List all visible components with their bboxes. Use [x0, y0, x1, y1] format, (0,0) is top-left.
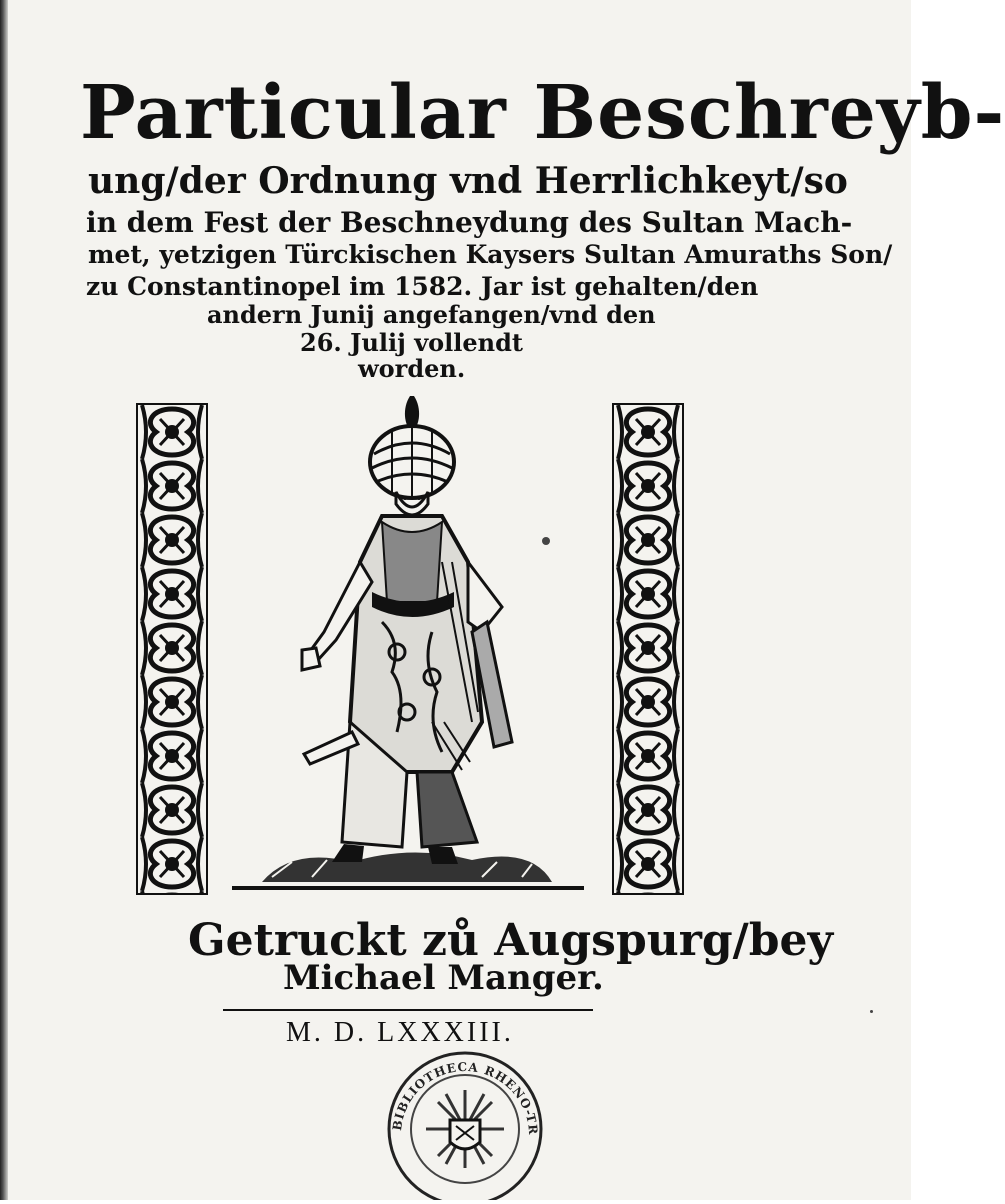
page-edge: [0, 0, 8, 1200]
publication-year: M. D. LXXXIII.: [286, 1017, 514, 1048]
stamp-text: BIBLIOTHECA RHENO-TR: [390, 1059, 541, 1136]
title-line-3: met, yetzigen Türckischen Kaysers Sultan Amuraths Son/: [88, 240, 893, 269]
library-stamp: [376, 1040, 554, 1200]
ornament-border-left: [136, 403, 208, 895]
imprint-line-2: Michael Manger.: [283, 958, 604, 998]
divider-rule: [223, 1009, 593, 1011]
title-line-7: worden.: [358, 354, 466, 383]
title-main: Particular Beschreyb-: [80, 70, 1005, 156]
ornament-border-right: [612, 403, 684, 895]
imprint-line-1: Getruckt zů Augspurg/bey: [188, 915, 834, 966]
title-line-1: ung/der Ordnung vnd Herrlichkeyt/so: [88, 160, 848, 202]
title-line-4: zu Constantinopel im 1582. Jar ist gehalten/den: [86, 272, 759, 301]
ink-speck: [870, 1010, 873, 1013]
title-line-2: in dem Fest der Beschneydung des Sultan Mach-: [86, 206, 853, 239]
sultan-woodcut-illustration: [232, 392, 588, 904]
title-line-6: 26. Julij vollendt: [300, 328, 523, 357]
ink-speck: [542, 537, 550, 545]
title-line-5: andern Junij angefangen/vnd den: [207, 300, 656, 329]
